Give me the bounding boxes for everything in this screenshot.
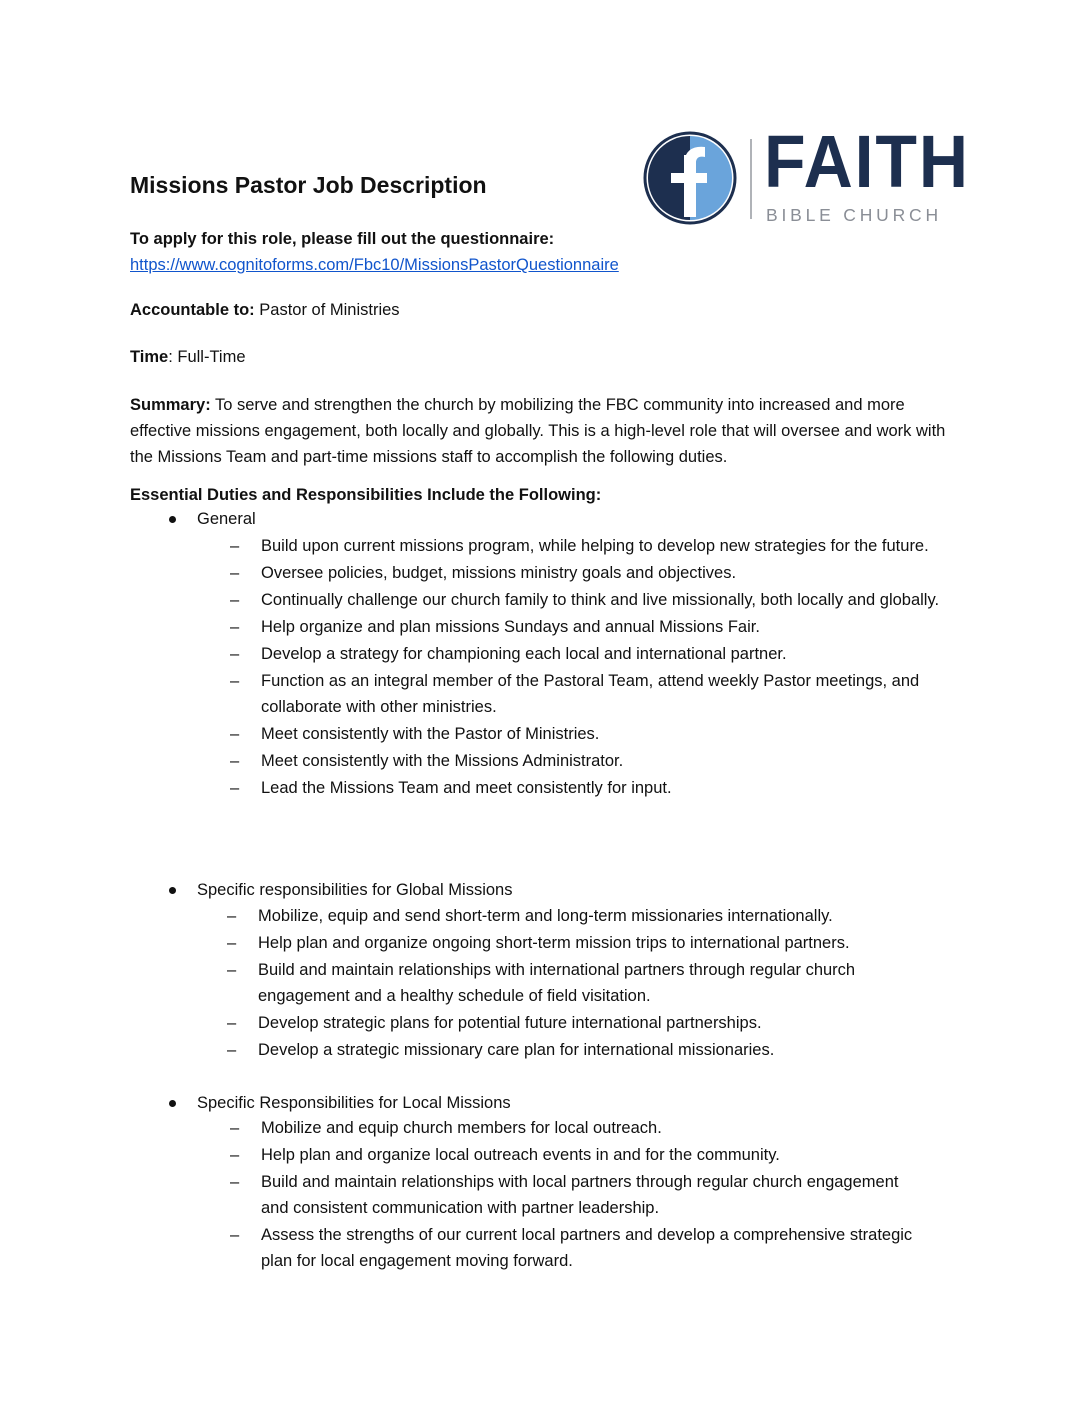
duties-heading: Essential Duties and Responsibilities Include the Following:: [130, 486, 602, 504]
section-label: General: [197, 510, 256, 528]
list-item: [230, 533, 951, 559]
section-label: Specific Responsibilities for Local Missions: [197, 1094, 511, 1112]
dash-icon: –: [230, 752, 240, 770]
time-line: [130, 344, 246, 370]
dash-icon: –: [230, 537, 240, 555]
dash-icon: –: [230, 725, 240, 743]
dash-icon: –: [230, 591, 240, 609]
dash-icon: –: [230, 779, 240, 797]
dash-icon: –: [230, 1119, 240, 1137]
apply-text: To apply for this role, please fill out the questionnaire:: [130, 230, 555, 248]
dash-icon: –: [227, 1041, 237, 1059]
time-label: Time: [130, 348, 169, 366]
list-item-text: Mobilize, equip and send short-term and long-term missionaries internationally.: [258, 907, 833, 925]
list-item-text: Continually challenge our church family to think and live missionally, both locally and globally.: [261, 591, 940, 609]
bullet-icon: [169, 887, 176, 894]
dash-icon: –: [230, 1226, 240, 1244]
list-item: [227, 1010, 938, 1036]
list-item-text: Develop strategic plans for potential future international partnerships.: [258, 1014, 762, 1032]
section-label: Specific responsibilities for Global Missions: [197, 881, 513, 899]
list-item: [230, 1142, 921, 1168]
global-missions-list: [227, 903, 938, 1064]
dash-icon: –: [230, 618, 240, 636]
dash-icon: –: [227, 907, 237, 925]
list-item: [230, 775, 951, 801]
dash-icon: –: [230, 645, 240, 663]
time-value: : Full-Time: [168, 348, 246, 366]
list-item-text: Build upon current missions program, while helping to develop new strategies for the future.: [261, 537, 929, 555]
faith-bible-church-logo: [643, 120, 973, 227]
list-item-text: Mobilize and equip church members for local outreach.: [261, 1119, 662, 1137]
bullet-icon: [169, 516, 176, 523]
list-item: [230, 721, 951, 747]
list-item: [230, 614, 951, 640]
list-item: [227, 930, 938, 956]
accountable-value: Pastor of Ministries: [254, 301, 400, 319]
logo-divider: [750, 139, 752, 219]
list-item: [230, 560, 951, 586]
list-item: [230, 668, 951, 720]
list-item: [230, 587, 951, 613]
dash-icon: –: [227, 1014, 237, 1032]
apply-block: [130, 226, 619, 278]
general-duties-list: [230, 533, 951, 802]
list-item: [230, 1222, 921, 1274]
list-item: [227, 1037, 938, 1063]
dash-icon: –: [230, 1146, 240, 1164]
list-item-text: Develop a strategic missionary care plan for international missionaries.: [258, 1041, 775, 1059]
list-item-text: Meet consistently with the Missions Administrator.: [261, 752, 624, 770]
bullet-icon: [169, 1100, 176, 1107]
list-item-text: Help plan and organize ongoing short-term mission trips to international partners.: [258, 934, 850, 952]
logo-wordmark: FAITH: [764, 120, 970, 203]
list-item: [230, 641, 951, 667]
list-item-text: Function as an integral member of the Pastoral Team, attend weekly Pastor meetings, and collaborate with other ministries.: [261, 672, 920, 716]
list-item: [230, 1169, 921, 1221]
accountable-label: Accountable to:: [130, 301, 255, 319]
accountable-line: [130, 297, 400, 323]
list-item-text: Meet consistently with the Pastor of Ministries.: [261, 725, 600, 743]
summary-label: Summary:: [130, 396, 211, 414]
dash-icon: –: [230, 672, 240, 690]
questionnaire-link[interactable]: https://www.cognitoforms.com/Fbc10/MissionsPastorQuestionnaire: [130, 256, 619, 274]
summary-paragraph: [130, 392, 956, 470]
list-item: [230, 1115, 921, 1141]
list-item-text: Lead the Missions Team and meet consistently for input.: [261, 779, 672, 797]
summary-value: To serve and strengthen the church by mobilizing the FBC community into increased and more effective missions engagement, both locally and globally. This is a high-level role that will oversee and work with the Missions Team and part-time missions staff to accomplish the following duties.: [130, 396, 946, 466]
dash-icon: –: [230, 1173, 240, 1191]
list-item-text: Help plan and organize local outreach events in and for the community.: [261, 1146, 780, 1164]
list-item: [230, 748, 951, 774]
list-item-text: Oversee policies, budget, missions ministry goals and objectives.: [261, 564, 737, 582]
list-item: [227, 903, 938, 929]
document-title: Missions Pastor Job Description: [130, 172, 487, 198]
faith-cross-logo-icon: [643, 131, 737, 225]
list-item-text: Build and maintain relationships with international partners through regular church engagement and a healthy schedule of field visitation.: [258, 961, 856, 1005]
list-item-text: Build and maintain relationships with local partners through regular church engagement and consistent communication with partner leadership.: [261, 1173, 899, 1217]
list-item-text: Assess the strengths of our current local partners and develop a comprehensive strategic plan for local engagement moving forward.: [261, 1226, 913, 1270]
list-item: [227, 957, 938, 1009]
dash-icon: –: [227, 961, 237, 979]
logo-subtitle: BIBLE CHURCH: [766, 205, 942, 225]
list-item-text: Help organize and plan missions Sundays and annual Missions Fair.: [261, 618, 760, 636]
dash-icon: –: [230, 564, 240, 582]
local-missions-list: [230, 1115, 921, 1275]
list-item-text: Develop a strategy for championing each local and international partner.: [261, 645, 787, 663]
dash-icon: –: [227, 934, 237, 952]
